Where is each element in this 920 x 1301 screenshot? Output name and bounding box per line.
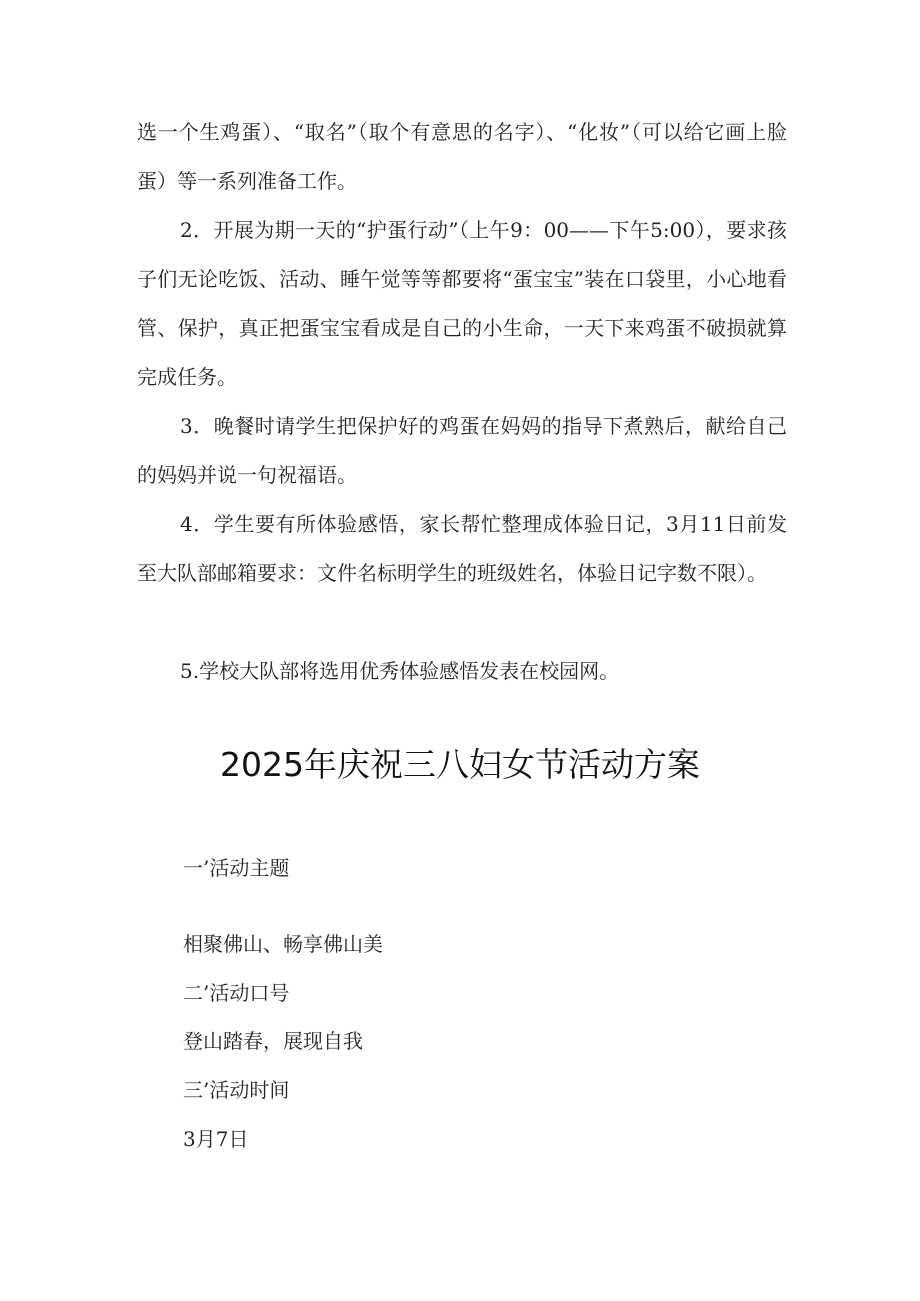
- paragraph-item-3: 3．晚餐时请学生把保护好的鸡蛋在妈妈的指导下煮熟后，献给自己的妈妈并说一句祝福语。: [137, 414, 787, 487]
- section2-text: 登山踏春，展现自我: [183, 1029, 363, 1053]
- section3-heading: 三’活动时间: [183, 1078, 290, 1102]
- section1-text: 相聚佛山、畅享佛山美: [183, 932, 383, 956]
- paragraph-item-4: 4．学生要有所体验感悟，家长帮忙整理成体验日记，3月11日前发至大队部邮箱要求：文件名标明学生的班级姓名，体验日记字数不限）。: [137, 512, 787, 585]
- section1-heading: 一’活动主题: [183, 856, 290, 880]
- section2-heading: 二’活动口号: [183, 981, 290, 1005]
- document-title: 2025年庆祝三八妇女节活动方案: [220, 745, 700, 784]
- paragraph-item-2: 2．开展为期一天的“护蛋行动”（上午9：00——下午5:00），要求孩子们无论吃饭、活动、睡午觉等等都要将“蛋宝宝”装在口袋里，小心地看管、保护，真正把蛋宝宝看成是自己的小生命，一天下来鸡蛋不破损就算完成任务。: [137, 218, 787, 389]
- paragraph-prep-work: 选一个生鸡蛋）、“取名”（取个有意思的名字）、“化妆”（可以给它画上脸蛋）等一系列准备工作。: [137, 120, 787, 193]
- section3-text: 3月7日: [183, 1127, 249, 1151]
- paragraph-item-5: 5.学校大队部将选用优秀体验感悟发表在校园网。: [180, 659, 620, 683]
